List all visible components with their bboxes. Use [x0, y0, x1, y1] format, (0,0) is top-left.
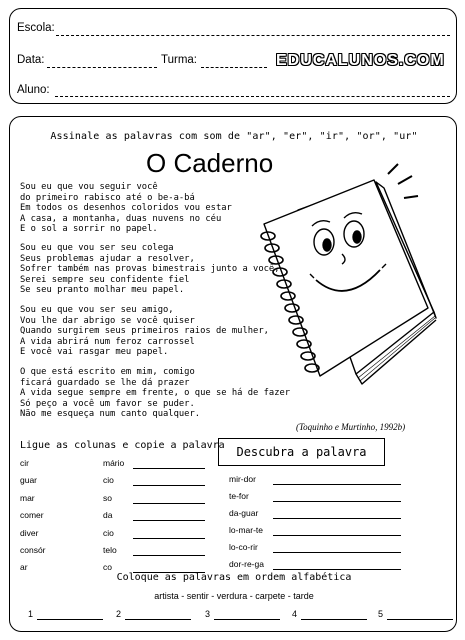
ligue-left-word: ar: [20, 562, 28, 573]
descubra-answer-blank[interactable]: [273, 501, 401, 502]
ordem-answer-blank[interactable]: [37, 619, 103, 620]
ligue-answer-blank[interactable]: [133, 503, 205, 504]
school-field[interactable]: [56, 35, 450, 36]
ligue-right-word: cio: [103, 527, 114, 538]
notebook-character-illustration: [238, 162, 438, 412]
ligue-left-word: mar: [20, 492, 35, 503]
descubra-answer-blank[interactable]: [273, 535, 401, 536]
ligue-right-word: co: [103, 562, 112, 573]
ligue-answer-blank[interactable]: [133, 555, 205, 556]
descubra-item: da-guar: [229, 508, 259, 518]
ordem-number: 2: [116, 609, 122, 619]
class-field[interactable]: [201, 67, 267, 68]
descubra-item: dor-re-ga: [229, 559, 264, 569]
ordem-answer-blank[interactable]: [214, 619, 280, 620]
instruction: Assinale as palavras com som de "ar", "er", "ir", "or", "ur": [50, 131, 418, 142]
ligue-left-word: guar: [20, 475, 38, 486]
descubra-answer-blank[interactable]: [273, 484, 401, 485]
ligue-right-word: so: [103, 492, 112, 503]
ligue-left-word: diver: [20, 527, 39, 538]
poem-stanza-4: O que está escrito em mim, comigo ficará guardado se lhe dá prazer A vida segue sempre em frente, o que se há de fazer Só peço a você um favor se puder. Não me esqueça num canto qualquer.: [20, 367, 291, 420]
ordem-number: 1: [28, 609, 34, 619]
ligue-left-word: comer: [20, 510, 44, 521]
descubra-item: mir-dor: [229, 474, 256, 484]
date-field[interactable]: [47, 67, 157, 68]
ordem-title: Coloque as palavras em ordem alfabética: [116, 572, 352, 583]
ligue-title: Ligue as colunas e copie a palavra: [20, 440, 225, 451]
descubra-item: te-for: [229, 491, 249, 501]
ligue-answer-blank[interactable]: [133, 485, 205, 486]
poem-author: (Toquinho e Murtinho, 1992b): [296, 422, 406, 432]
student-label: Aluno:: [17, 84, 50, 96]
student-field[interactable]: [55, 96, 450, 97]
ordem-answer-blank[interactable]: [301, 619, 367, 620]
descubra-item: lo-co-rir: [229, 542, 258, 552]
page-title: O Caderno: [146, 148, 274, 178]
descubra-answer-blank[interactable]: [273, 569, 401, 570]
ligue-answer-blank[interactable]: [133, 520, 205, 521]
ordem-words: artista - sentir - verdura - carpete - tarde: [154, 591, 314, 601]
class-label: Turma:: [161, 54, 197, 66]
logo: EDUCALUNOS.COM: [276, 52, 445, 69]
ligue-right-word: cio: [103, 475, 114, 486]
ordem-number: 4: [292, 609, 298, 619]
ligue-left-word: consór: [20, 545, 46, 555]
descubra-title: Descubra a palavra: [218, 438, 385, 466]
ligue-answer-blank[interactable]: [133, 538, 205, 539]
descubra-answer-blank[interactable]: [273, 552, 401, 553]
ordem-number: 3: [205, 609, 211, 619]
descubra-item: lo-mar-te: [229, 525, 264, 535]
ligue-right-word: da: [103, 510, 113, 521]
poem-stanza-2: Sou eu que vou ser seu colega Seus problemas ajudar a resolver, Sofrer também nas provas bimestrais junto a você, Serei sempre seu confidente fiel Se seu pranto molhar meu papel.: [20, 243, 280, 296]
ligue-answer-blank[interactable]: [133, 468, 205, 469]
poem-stanza-3: Sou eu que vou ser seu amigo, Vou lhe dar abrigo se você quiser Quando surgirem seus primeiros raios de mulher, A vida abrirá num feroz carrossel E você vai rasgar meu papel.: [20, 305, 269, 358]
ligue-right-word: mário: [103, 458, 125, 468]
date-label: Data:: [17, 54, 45, 66]
ordem-answer-blank[interactable]: [387, 619, 453, 620]
poem-stanza-1: Sou eu que vou seguir você do primeiro rabisco até o be-a-bá Em todos os desenhos coloridos vou estar A casa, a montanha, duas nuvens no céu E o sol a sorrir no papel.: [20, 182, 232, 235]
ligue-left-word: cir: [20, 458, 29, 468]
descubra-answer-blank[interactable]: [273, 518, 401, 519]
ligue-right-word: telo: [103, 545, 117, 555]
ordem-number: 5: [378, 609, 384, 619]
school-label: Escola:: [17, 22, 55, 34]
ordem-answer-blank[interactable]: [125, 619, 191, 620]
